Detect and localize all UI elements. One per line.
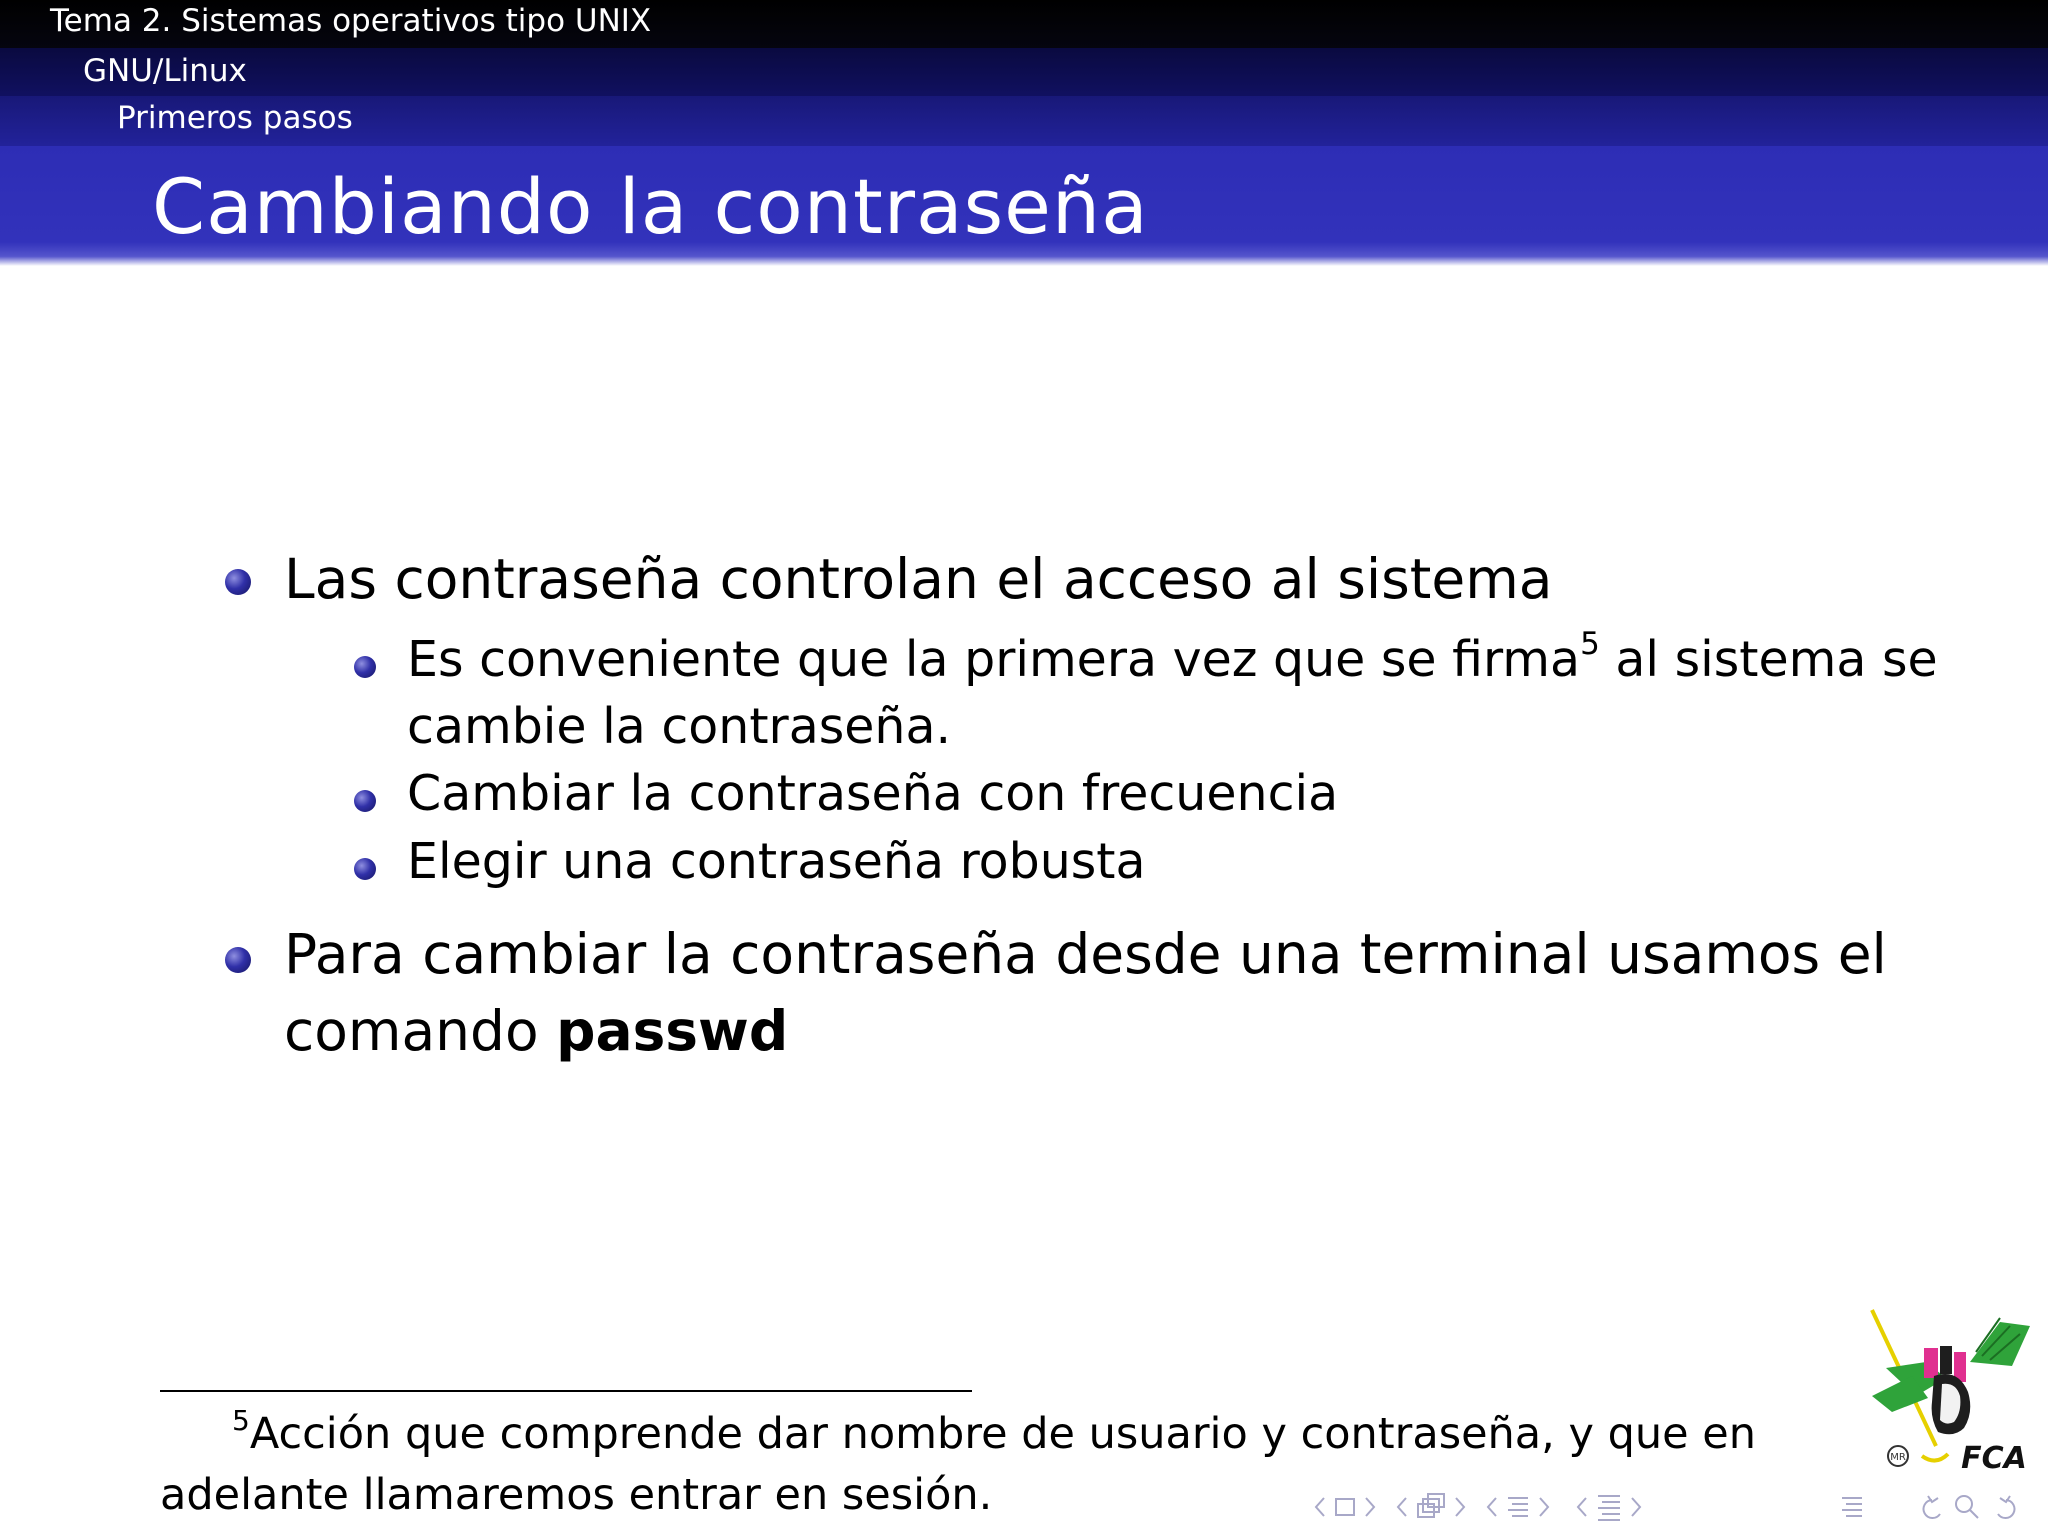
navigation-controls (1312, 1490, 2042, 1524)
appendix-icon[interactable] (1842, 1498, 1862, 1516)
subsection-header[interactable] (0, 48, 2048, 96)
nav-prev-icon[interactable] (1316, 1498, 1324, 1516)
nav-next-icon[interactable] (1632, 1498, 1640, 1516)
nav-next-icon[interactable] (1456, 1498, 1464, 1516)
search-icon[interactable] (1956, 1496, 1978, 1518)
footnote-reference[interactable]: 5 (1580, 626, 1600, 662)
bullet-icon (225, 947, 251, 973)
document-icon[interactable] (1598, 1496, 1620, 1520)
frame-title-bar (0, 146, 2048, 266)
nav-next-icon[interactable] (1540, 1498, 1548, 1516)
subsubsection-title[interactable]: Primeros pasos (117, 100, 353, 136)
bullet-icon (354, 858, 376, 880)
logo-badge: MR (1890, 1452, 1906, 1463)
redo-icon[interactable] (1998, 1496, 2014, 1518)
page-title: Cambiando la contraseña (152, 162, 1149, 251)
section-title[interactable]: Tema 2. Sistemas operativos tipo UNIX (50, 3, 652, 39)
list-item: Elegir una contraseña robusta (407, 833, 1146, 890)
subsection-title[interactable]: GNU/Linux (83, 53, 247, 89)
subsubsection-header[interactable] (0, 96, 2048, 146)
nav-prev-icon[interactable] (1398, 1498, 1406, 1516)
nav-prev-icon[interactable] (1578, 1498, 1586, 1516)
undo-icon[interactable] (1924, 1496, 1940, 1518)
footnote-rule (160, 1390, 972, 1392)
nav-next-icon[interactable] (1366, 1498, 1374, 1516)
list-item: Las contraseña controlan el acceso al sistema (284, 547, 1553, 611)
logo-text: FCA (1961, 1441, 2027, 1474)
frame-icon[interactable] (1336, 1499, 1354, 1515)
section-icon[interactable] (1508, 1498, 1528, 1516)
list-item: Es conveniente que la primera vez que se firma$^5$ al sistema se (407, 626, 1938, 688)
fca-logo (1862, 1306, 2032, 1474)
list-item-continuation: cambie la contraseña. (407, 698, 952, 755)
bullet-icon (354, 790, 376, 812)
nav-prev-icon[interactable] (1488, 1498, 1496, 1516)
list-item: Para cambiar la contraseña desde una terminal usamos el (284, 922, 1887, 986)
subsection-icon[interactable] (1418, 1494, 1444, 1517)
footnote-text-continuation: adelante llamaremos entrar en sesión. (160, 1470, 993, 1520)
bullet-icon (225, 569, 251, 595)
footnote-text: $^5$Acción que comprende dar nombre de usuario y contraseña, y que en (232, 1404, 1756, 1459)
list-item-continuation: comando passwd (284, 999, 789, 1063)
section-header[interactable] (0, 0, 2048, 48)
list-item: Cambiar la contraseña con frecuencia (407, 765, 1339, 822)
command-name: passwd (556, 999, 789, 1063)
bullet-icon (354, 656, 376, 678)
